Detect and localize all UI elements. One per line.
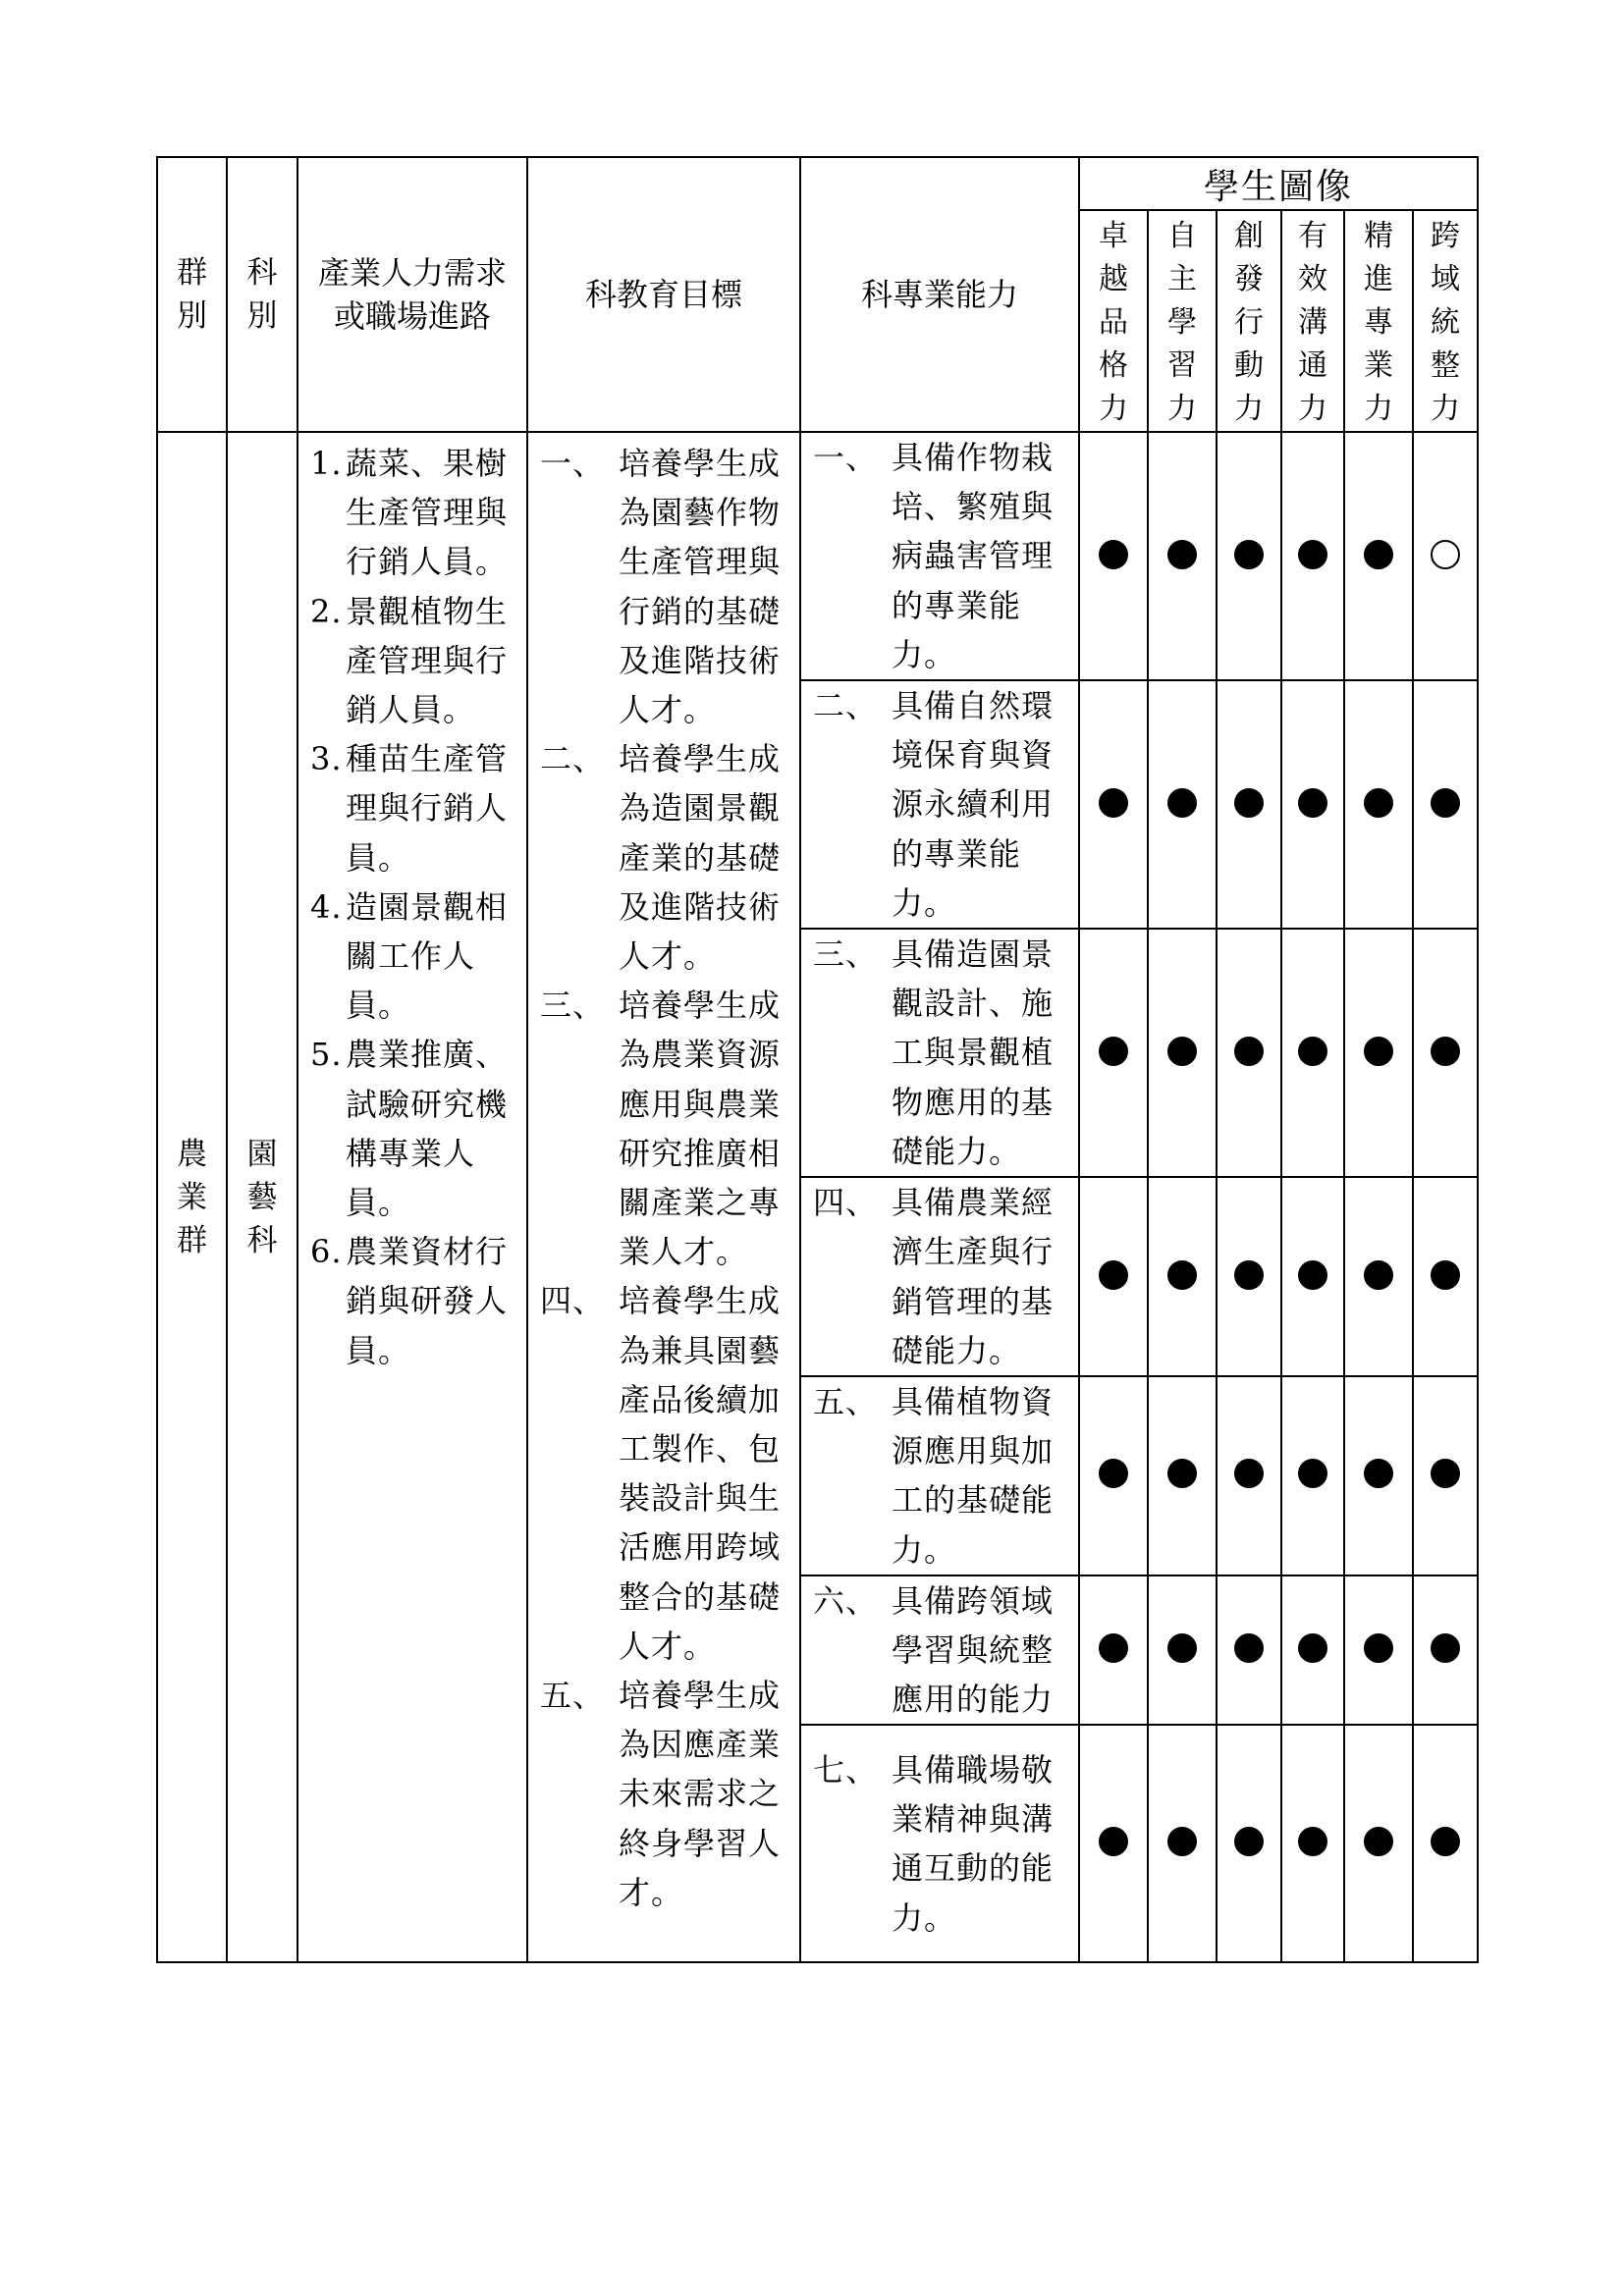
ability-cell bbox=[800, 1177, 1079, 1376]
objectives-header: 科教育目標 bbox=[527, 157, 800, 432]
ability-number: 一、 bbox=[813, 439, 879, 476]
filled-circle-icon bbox=[1298, 540, 1327, 569]
objective-item bbox=[540, 1671, 785, 1917]
filled-circle-icon bbox=[1234, 1037, 1264, 1066]
mark-cell bbox=[1413, 432, 1478, 680]
mark-cell bbox=[1079, 680, 1148, 929]
filled-circle-icon bbox=[1167, 788, 1197, 818]
dept-header: 科 別 bbox=[227, 157, 298, 432]
column-header-char: 整 bbox=[1431, 348, 1461, 383]
mark-cell bbox=[1413, 1177, 1478, 1376]
filled-circle-icon bbox=[1431, 1827, 1460, 1856]
abilities-header: 科專業能力 bbox=[800, 157, 1079, 432]
ability-number: 六、 bbox=[813, 1581, 879, 1620]
column-header-char: 專 bbox=[1364, 305, 1393, 340]
ability-number: 七、 bbox=[813, 1751, 879, 1789]
mark-cell bbox=[1281, 1725, 1344, 1962]
item-text: 蔬菜、果樹生產管理與行銷人員。 bbox=[346, 445, 509, 581]
filled-circle-icon bbox=[1431, 1459, 1460, 1488]
requirement-item bbox=[310, 1227, 516, 1375]
filled-circle-icon bbox=[1234, 1827, 1264, 1856]
mark-cell bbox=[1148, 1575, 1217, 1726]
ability-cell bbox=[800, 1575, 1079, 1726]
mark-cell bbox=[1217, 680, 1281, 929]
ability-text: 具備跨領域學習與統整應用的能力 bbox=[892, 1581, 1055, 1719]
column-header-char: 溝 bbox=[1298, 305, 1327, 340]
mark-cell bbox=[1079, 1376, 1148, 1575]
filled-circle-icon bbox=[1234, 540, 1264, 569]
item-text: 培養學生成為農業資源應用與農業研究推廣相關產業之專業人才。 bbox=[619, 987, 782, 1271]
item-text: 農業資材行銷與研發人員。 bbox=[346, 1233, 509, 1369]
hollow-circle-icon bbox=[1431, 540, 1460, 569]
requirement-item bbox=[310, 734, 516, 882]
column-header-char: 力 bbox=[1099, 392, 1128, 426]
objective-item bbox=[540, 734, 785, 981]
filled-circle-icon bbox=[1099, 540, 1128, 569]
ability-number: 三、 bbox=[813, 935, 879, 974]
group-header: 群 別 bbox=[157, 157, 227, 432]
column-header-char: 有 bbox=[1298, 219, 1327, 253]
mark-cell bbox=[1281, 929, 1344, 1177]
mark-cell bbox=[1148, 1177, 1217, 1376]
filled-circle-icon bbox=[1298, 788, 1327, 818]
mark-cell bbox=[1344, 1177, 1413, 1376]
ability-cell bbox=[800, 680, 1079, 929]
mark-cell bbox=[1344, 929, 1413, 1177]
objective-item bbox=[540, 1276, 785, 1671]
item-number: 四、 bbox=[540, 1282, 606, 1320]
column-header-char: 進 bbox=[1364, 262, 1393, 296]
column-header-char: 業 bbox=[1364, 348, 1393, 383]
filled-circle-icon bbox=[1234, 1633, 1264, 1663]
objective-item bbox=[540, 439, 785, 734]
curriculum-table bbox=[156, 156, 1479, 1963]
column-header-char: 力 bbox=[1298, 392, 1327, 426]
column-header-char: 跨 bbox=[1431, 219, 1461, 253]
filled-circle-icon bbox=[1099, 1633, 1128, 1663]
ability-cell bbox=[800, 1725, 1079, 1962]
student-image-column-header bbox=[1217, 210, 1281, 432]
filled-circle-icon bbox=[1431, 1260, 1460, 1290]
item-number: 二、 bbox=[540, 740, 606, 778]
filled-circle-icon bbox=[1099, 788, 1128, 818]
item-number: 一、 bbox=[540, 445, 606, 482]
filled-circle-icon bbox=[1099, 1037, 1128, 1066]
mark-cell bbox=[1413, 929, 1478, 1177]
objective-item bbox=[540, 981, 785, 1276]
column-header-char: 越 bbox=[1099, 262, 1128, 296]
filled-circle-icon bbox=[1167, 1260, 1197, 1290]
filled-circle-icon bbox=[1364, 788, 1393, 818]
ability-text: 具備自然環境保育與資源永續利用的專業能力。 bbox=[892, 687, 1055, 922]
column-header-char: 力 bbox=[1167, 392, 1197, 426]
filled-circle-icon bbox=[1364, 540, 1393, 569]
ability-number: 二、 bbox=[813, 687, 879, 725]
item-text: 景觀植物生產管理與行銷人員。 bbox=[346, 592, 509, 729]
student-image-column-header bbox=[1413, 210, 1478, 432]
filled-circle-icon bbox=[1298, 1037, 1327, 1066]
mark-cell bbox=[1344, 1725, 1413, 1962]
mark-cell bbox=[1413, 1376, 1478, 1575]
filled-circle-icon bbox=[1431, 788, 1460, 818]
column-header-char: 自 bbox=[1167, 219, 1197, 253]
item-number: 6. bbox=[310, 1233, 343, 1271]
mark-cell bbox=[1217, 1177, 1281, 1376]
mark-cell bbox=[1217, 1575, 1281, 1726]
item-text: 培養學生成為因應產業未來需求之終身學習人才。 bbox=[619, 1677, 782, 1911]
mark-cell bbox=[1079, 432, 1148, 680]
ability-cell bbox=[800, 1376, 1079, 1575]
item-number: 五、 bbox=[540, 1677, 606, 1715]
objectives-list bbox=[528, 439, 799, 1917]
mark-cell bbox=[1281, 432, 1344, 680]
item-text: 種苗生產管理與行銷人員。 bbox=[346, 740, 509, 877]
filled-circle-icon bbox=[1431, 1633, 1460, 1663]
filled-circle-icon bbox=[1099, 1827, 1128, 1856]
mark-cell bbox=[1344, 1376, 1413, 1575]
column-header-char: 精 bbox=[1364, 219, 1393, 253]
item-number: 1. bbox=[310, 445, 343, 482]
filled-circle-icon bbox=[1167, 1633, 1197, 1663]
ability-text: 具備職場敬業精神與溝通互動的能力。 bbox=[892, 1751, 1055, 1937]
item-number: 三、 bbox=[540, 987, 606, 1025]
mark-cell bbox=[1344, 680, 1413, 929]
mark-cell bbox=[1281, 1177, 1344, 1376]
student-image-column-header bbox=[1281, 210, 1344, 432]
ability-cell bbox=[800, 929, 1079, 1177]
mark-cell bbox=[1148, 929, 1217, 1177]
filled-circle-icon bbox=[1234, 1459, 1264, 1488]
mark-cell bbox=[1413, 1575, 1478, 1726]
group-name-cell: 農 業 群 bbox=[157, 432, 227, 1962]
requirement-item bbox=[310, 587, 516, 735]
mark-cell bbox=[1413, 680, 1478, 929]
column-header-char: 習 bbox=[1167, 348, 1197, 383]
objectives-cell bbox=[527, 432, 800, 1962]
mark-cell bbox=[1281, 680, 1344, 929]
column-header-char: 格 bbox=[1099, 348, 1128, 383]
ability-row bbox=[157, 432, 1478, 680]
filled-circle-icon bbox=[1234, 788, 1264, 818]
item-number: 4. bbox=[310, 887, 343, 926]
requirement-item bbox=[310, 1030, 516, 1227]
mark-cell bbox=[1148, 1376, 1217, 1575]
filled-circle-icon bbox=[1298, 1633, 1327, 1663]
column-header-char: 品 bbox=[1099, 305, 1128, 340]
column-header-char: 學 bbox=[1167, 305, 1197, 340]
mark-cell bbox=[1344, 1575, 1413, 1726]
column-header-char: 力 bbox=[1431, 392, 1461, 426]
mark-cell bbox=[1217, 1725, 1281, 1962]
item-text: 培養學生成為兼具園藝產品後續加工製作、包裝設計與生活應用跨域整合的基礎人才。 bbox=[619, 1282, 782, 1665]
filled-circle-icon bbox=[1364, 1037, 1393, 1066]
requirement-item bbox=[310, 882, 516, 1031]
mark-cell bbox=[1079, 1725, 1148, 1962]
dept-name-cell: 園 藝 科 bbox=[227, 432, 298, 1962]
column-header-char: 發 bbox=[1234, 262, 1264, 296]
filled-circle-icon bbox=[1167, 1459, 1197, 1488]
requirement-item bbox=[310, 439, 516, 587]
column-header-char: 通 bbox=[1298, 348, 1327, 383]
ability-text: 具備農業經濟生產與行銷管理的基礎能力。 bbox=[892, 1184, 1055, 1369]
ability-number: 五、 bbox=[813, 1383, 879, 1421]
filled-circle-icon bbox=[1364, 1459, 1393, 1488]
column-header-char: 力 bbox=[1364, 392, 1393, 426]
column-header-char: 域 bbox=[1431, 262, 1461, 296]
filled-circle-icon bbox=[1167, 1037, 1197, 1066]
column-header-char: 統 bbox=[1431, 305, 1461, 340]
mark-cell bbox=[1281, 1376, 1344, 1575]
column-header-char: 行 bbox=[1234, 305, 1264, 340]
ability-text: 具備植物資源應用與加工的基礎能力。 bbox=[892, 1383, 1055, 1569]
filled-circle-icon bbox=[1167, 540, 1197, 569]
mark-cell bbox=[1079, 1177, 1148, 1376]
filled-circle-icon bbox=[1364, 1827, 1393, 1856]
requirements-cell bbox=[298, 432, 527, 1962]
requirements-header: 產業人力需求 或職場進路 bbox=[298, 157, 527, 432]
column-header-char: 卓 bbox=[1099, 219, 1128, 253]
column-header-char: 動 bbox=[1234, 348, 1264, 383]
item-number: 5. bbox=[310, 1036, 343, 1074]
filled-circle-icon bbox=[1364, 1260, 1393, 1290]
column-header-char: 主 bbox=[1167, 262, 1197, 296]
mark-cell bbox=[1148, 1725, 1217, 1962]
student-image-column-header bbox=[1344, 210, 1413, 432]
filled-circle-icon bbox=[1298, 1260, 1327, 1290]
mark-cell bbox=[1148, 432, 1217, 680]
item-text: 農業推廣、試驗研究機構專業人員。 bbox=[346, 1036, 509, 1222]
mark-cell bbox=[1079, 929, 1148, 1177]
item-number: 2. bbox=[310, 592, 343, 630]
column-header-char: 創 bbox=[1234, 219, 1264, 253]
student-image-header: 學生圖像 bbox=[1079, 157, 1478, 210]
column-header-char: 力 bbox=[1234, 392, 1264, 426]
filled-circle-icon bbox=[1364, 1633, 1393, 1663]
filled-circle-icon bbox=[1431, 1037, 1460, 1066]
requirements-list bbox=[298, 439, 526, 1375]
filled-circle-icon bbox=[1099, 1459, 1128, 1488]
mark-cell bbox=[1148, 680, 1217, 929]
mark-cell bbox=[1344, 432, 1413, 680]
filled-circle-icon bbox=[1099, 1260, 1128, 1290]
column-header-char: 效 bbox=[1298, 262, 1327, 296]
filled-circle-icon bbox=[1167, 1827, 1197, 1856]
filled-circle-icon bbox=[1234, 1260, 1264, 1290]
student-image-column-header bbox=[1079, 210, 1148, 432]
mark-cell bbox=[1217, 929, 1281, 1177]
filled-circle-icon bbox=[1298, 1827, 1327, 1856]
ability-cell bbox=[800, 432, 1079, 680]
student-image-column-header bbox=[1148, 210, 1217, 432]
item-text: 培養學生成為造園景觀產業的基礎及進階技術人才。 bbox=[619, 740, 782, 976]
mark-cell bbox=[1217, 432, 1281, 680]
filled-circle-icon bbox=[1298, 1459, 1327, 1488]
item-text: 培養學生成為園藝作物生產管理與行銷的基礎及進階技術人才。 bbox=[619, 445, 782, 729]
mark-cell bbox=[1217, 1376, 1281, 1575]
item-text: 造園景觀相關工作人員。 bbox=[346, 887, 509, 1025]
ability-text: 具備造園景觀設計、施工與景觀植物應用的基礎能力。 bbox=[892, 935, 1055, 1170]
item-number: 3. bbox=[310, 740, 343, 778]
mark-cell bbox=[1079, 1575, 1148, 1726]
mark-cell bbox=[1281, 1575, 1344, 1726]
ability-number: 四、 bbox=[813, 1184, 879, 1222]
ability-text: 具備作物栽培、繁殖與病蟲害管理的專業能力。 bbox=[892, 439, 1055, 673]
mark-cell bbox=[1413, 1725, 1478, 1962]
